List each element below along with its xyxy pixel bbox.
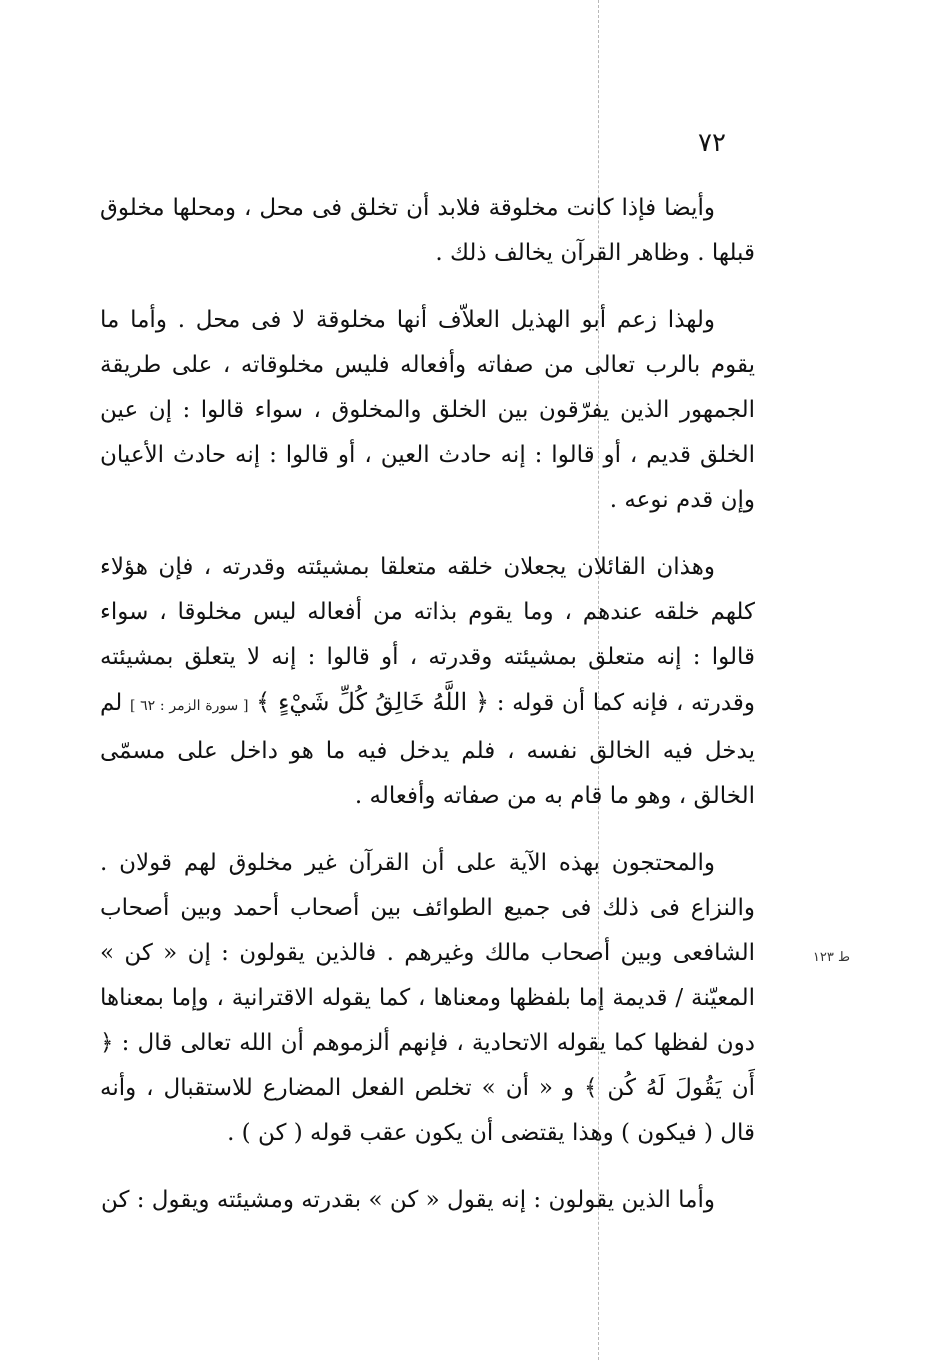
main-text-block [100,186,755,1223]
paragraph-5: وأما الذين يقولون : إنه يقول « كن » بقدرته ومشيئته ويقول : كن [100,1187,715,1213]
quran-quote: ﴿ اللَّهُ خَالِقُ كُلِّ شَيْءٍ ﴾ [256,688,490,716]
paragraph-4: والمحتجون بهذه الآية على أن القرآن غير مخلوق لهم قولان . والنزاع فى ذلك فى جميع الطوائف بين أصحاب أحمد وبين أصحاب الشافعى وبين أصحاب مالك وغيرهم . فالذين يقولون : إن « كن » المعيّنة / قديمة إما بلفظها ومعناها ، كما يقوله الاقترانية ، وإما بمعناها دون لفظها كما يقوله الاتحادية ، فإنهم ألزموهم أن الله تعالى قال : ﴿ أَن يَقُولَ لَهُ كُن ﴾ و « أن » تخلص الفعل المضارع للاستقبال ، وأنه قال ( فيكون ) وهذا يقتضى أن يكون عقب قوله ( كن ) . [100,850,755,1146]
quran-citation: [ سورة الزمر : ٦٢ ] [129,698,249,714]
paragraph-1: وأيضا فإذا كانت مخلوقة فلابد أن تخلق فى محل ، ومحلها مخلوق قبلها . وظاهر القرآن يخالف ذلك . [100,195,755,266]
paragraph-3 [100,545,755,819]
paragraph-3-before: وهذان القائلان يجعلان خلقه متعلقا بمشيئته وقدرته ، فإن هؤلاء كلهم خلقه عندهم ، وما يقوم بذاته من أفعاله ليس مخلوقا ، سواء قالوا : إنه متعلق بمشيئته وقدرته ، أو قالوا : إنه لا يتعلق بمشيئته وقدرته ، فإنه كما أن قوله : [100,554,755,716]
page-number: ٧٢ [698,128,726,158]
margin-note: ط ١٢٣ [812,950,850,965]
paragraph-3-after: لم يدخل فيه الخالق نفسه ، فلم يدخل فيه ما هو داخل على مسمّى الخالق ، وهو ما قام به من صفاته وأفعاله . [100,690,755,809]
paragraph-2: ولهذا زعم أبو الهذيل العلاّف أنها مخلوقة لا فى محل . وأما ما يقوم بالرب تعالى من صفاته وأفعاله فليس مخلوقاته ، على طريقة الجمهور الذين يفرّقون بين الخلق والمخلوق ، سواء قالوا : إن عين الخلق قديم ، أو قالوا : إنه حادث العين ، أو قالوا : إنه حادث الأعيان وإن قدم نوعه . [100,307,755,513]
